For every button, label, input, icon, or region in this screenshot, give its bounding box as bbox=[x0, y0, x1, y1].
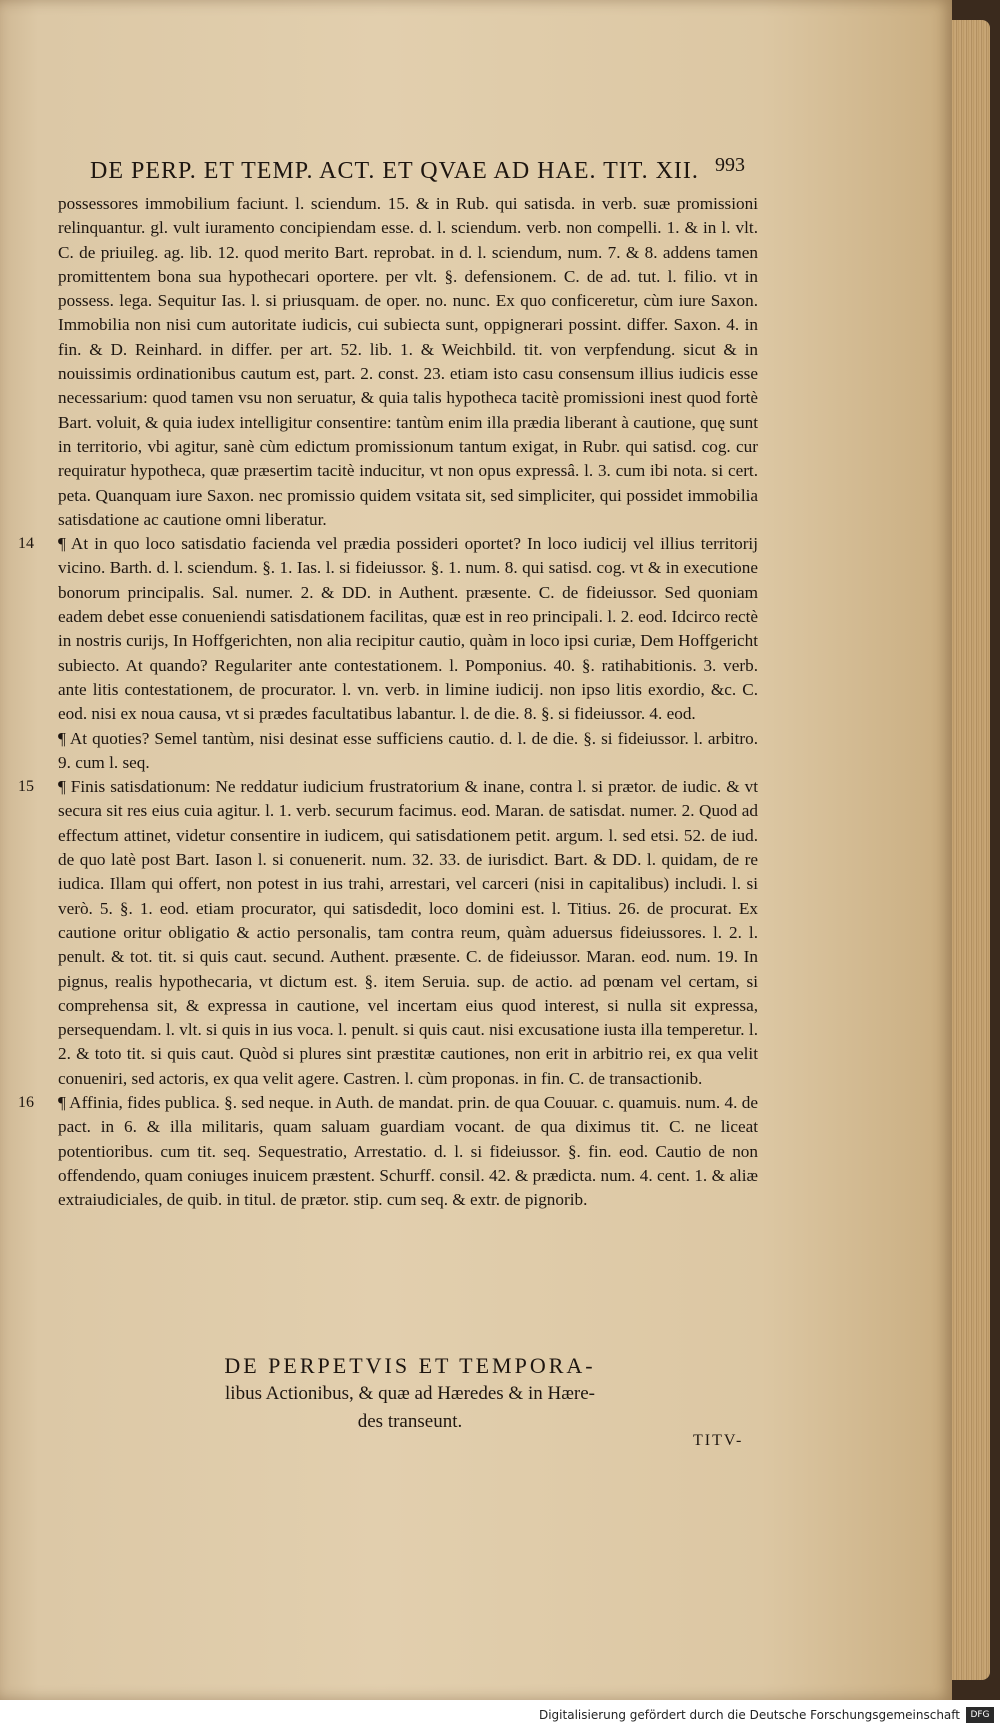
paragraph bbox=[18, 532, 758, 726]
paragraph-text: ¶ At quoties? Semel tantùm, nisi desinat esse sufficiens cautio. d. l. de die. §. si fideiussor. l. arbitro. 9. cum l. seq. bbox=[58, 728, 758, 772]
folio-number: 993 bbox=[715, 154, 745, 176]
paragraph bbox=[18, 1091, 758, 1212]
section-title-line3: des transeunt. bbox=[357, 1411, 463, 1432]
section-title-line1: DE PERPETVIS ET TEMPORA- bbox=[224, 1353, 596, 1378]
margin-number: 14 bbox=[18, 535, 34, 553]
paragraph bbox=[18, 775, 758, 1091]
paragraph bbox=[58, 727, 758, 776]
paragraph-text: ¶ Finis satisdationum: Ne reddatur iudicium frustratorium & inane, contra l. si prætor. de iudic. & vt secura sit res eius cuia agitur. l. 1. verb. securum facimus. eod. Maran. de satisdat. numer. 2. Quod ad effectum attinet, videtur consentire in iudicem, qui satisdationem petit. argum. l. sed etsi. 52. de iud. de quo latè post Bart. Iason l. si conuenerit. num. 32. 33. de iurisdict. Bart. & DD. l. quidam, de re iudica. Illam qui offert, non potest in ius trahi, arrestari, vel carceri (nisi in capitalibus) includi. l. si verò. 5. §. 1. eod. etiam procurator, qui satisdedit, loco domini est. l. Titius. 26. de procurat. Ex cautione oritur obligatio & actio personalis, tam contra reum, quàm aduersus fideiussores. l. 2. l. penult. & tot. tit. si quis caut. secund. Authent. præsente. C. de fideiussor. Maran. eod. num. 19. In pignus, realis hypothecaria, vt dictum est. §. item Seruia. sup. de actio. ad pœnam vel certam, si comprehensa sit, & expressa in cautione, vel incertam eius quod interest, si nulla sit expressa, persequendam. l. vlt. si quis in ius voca. l. penult. si quis caut. nisi excusatione iusta illa temperetur. l. 2. & toto tit. si quis caut. Quòd si plures sint præstitæ cautiones, non erit in arbitrio rei, ex qua velit conueniri, sed actoris, ex qua velit agere. Castren. l. cùm proponas. in fin. C. de transactionib. bbox=[58, 777, 758, 1088]
section-title bbox=[130, 1352, 690, 1436]
catchword: TITV- bbox=[693, 1432, 744, 1449]
book-fore-edge bbox=[952, 20, 990, 1680]
dfg-logo-icon: DFG bbox=[966, 1707, 994, 1723]
body-text bbox=[18, 192, 758, 1212]
running-title: DE PERP. ET TEMP. ACT. ET QVAE AD HAE. TIT. XII. bbox=[90, 158, 699, 184]
paragraph-text: ¶ At in quo loco satisdatio facienda vel prædia possideri oportet? In loco iudicij vel illius territorij vicino. Barth. d. l. sciendum. §. 1. Ias. l. si fideiussor. §. 1. num. 8. qui satisd. cog. vt & in executione bonorum principalis. Sal. numer. 2. & DD. in Authent. præsente. C. de fideiussor. Sed quoniam eadem debet esse conueniendi satisdationem facilitas, quæ est in reo principali. l. 2. eod. Idcirco rectè in nostris curijs, In Hoffgerichten, non alia recipitur cautio, quàm in loco ipsi curiæ, Dem Hoffgericht subiecto. At quando? Regulariter ante contestationem. l. Pomponius. 40. §. ratihabitionis. 3. verb. ante litis contestationem, de procurator. l. vn. verb. in limine iudicij. non ipso litis exordio, &c. C. eod. nisi ex noua causa, vt si prædes facultatibus labantur. l. de die. 8. §. si fideiussor. 4. eod. bbox=[58, 534, 758, 724]
margin-number: 15 bbox=[18, 778, 34, 796]
paragraph-text: possessores immobilium faciunt. l. sciendum. 15. & in Rub. qui satisda. in verb. suæ promissioni relinquantur. gl. vult iuramento concipiendam esse. d. l. sciendum. verb. non compelli. 1. & in l. vlt. C. de priuileg. ag. lib. 12. quod merito Bart. reprobat. in d. l. sciendum, num. 7. & 8. addens tamen promittentem bona sua hypothecari oportere. per vlt. §. defensionem. C. de ad. tut. l. filio. vt in possess. lega. Sequitur Ias. l. si priusquam. de oper. no. nunc. Ex quo conficeretur, cùm iure Saxon. Immobilia non nisi cum autoritate iudicis, cui subiecta sunt, oppignerari possint. differ. Saxon. 4. in fin. & D. Reinhard. in differ. per art. 52. lib. 1. & Weichbild. tit. von verpfendung. sicut & in nouissimis ordinationibus cautum est, part. 2. const. 23. etiam isto casu consensum illius iudicis esse necessarium: quod tamen vsu non seruatur, & quia talis hypotheca tacitè promissioni inest quod fortè Bart. voluit, & quia iudex intelligitur consentire: tantùm enim illa prædia liberant à cautione, quę sunt in territorio, vbi agitur, sanè cùm edictum promissionum tantum exigat, in Rubr. qui satisd. cog. cur requiratur hypotheca, quæ præsertim tacitè inducitur, vt non opus expressâ. l. 3. cum ibi nota. si cert. peta. Quanquam iure Saxon. nec promissio quidem vsitata sit, sed simpliciter, qui possidet immobilia satisdatione ac cautione omni liberatur. bbox=[58, 194, 758, 529]
footer-credit: Digitalisierung gefördert durch die Deutsche Forschungsgemeinschaft bbox=[538, 1708, 960, 1722]
paragraph-text: ¶ Affinia, fides publica. §. sed neque. in Auth. de mandat. prin. de qua Couuar. c. quamuis. num. 4. de pact. in 6. & illa militaris, quam saluam guardiam vocant. de qua diximus tit. C. ne liceat potentioribus. cum tit. seq. Sequestratio, Arrestatio. d. l. si fideiussor. §. fin. eod. Cautio de non offendendo, quam coniuges inuicem præstent. Schurff. consil. 42. & prædicta. num. 4. cent. 1. & aliæ extraiudiciales, de quib. in titul. de prætor. stip. cum seq. & extr. de pignorib. bbox=[58, 1092, 758, 1210]
margin-number: 16 bbox=[18, 1093, 34, 1111]
paragraph bbox=[58, 192, 758, 532]
section-title-line2: libus Actionibus, & quæ ad Hæredes & in Hære- bbox=[225, 1383, 595, 1404]
